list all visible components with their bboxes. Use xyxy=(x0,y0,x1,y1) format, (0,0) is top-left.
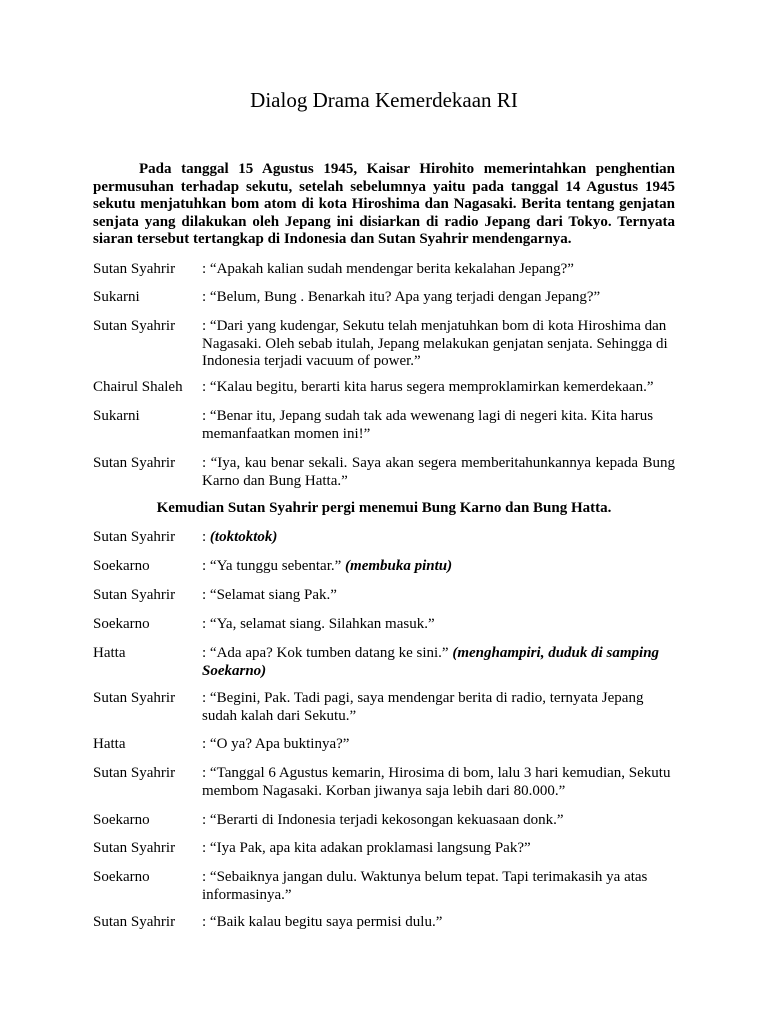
speech-text: : xyxy=(202,529,210,545)
stage-direction: (membuka pintu) xyxy=(345,558,453,574)
stage-direction: (toktoktok) xyxy=(209,529,278,545)
intro-text: Pada tanggal 15 Agustus 1945, Kaisar Hirohito memerintahkan penghentian permusuhan terhadap sekutu, setelah sebelumnya yaitu pada tanggal 14 Agustus 1945 sekutu menjatuhkan bom atom di kota Hiroshima dan Nagasaki. Berita tentang genjatan senjata yang dilakukan oleh Jepang ini disiarkan di radio Jepang dari Tokyo. Ternyata siaran tersebut tertangkap di Indonesia dan Sutan Syahrir mendengarnya. xyxy=(93,161,675,248)
speech-text: : “Begini, Pak. Tadi pagi, saya mendengar berita di radio, ternyata Jepang sudah kalah dari Sekutu.” xyxy=(202,690,644,724)
speech-text: : “O ya? Apa buktinya?” xyxy=(202,736,350,752)
speech-text: : “Iya, kau benar sekali. Saya akan segera memberitahunkannya kepada Bung Karno dan Bung Hatta.” xyxy=(202,455,675,489)
intro-paragraph xyxy=(93,161,675,249)
speech-text: : “Sebaiknya jangan dulu. Waktunya belum tepat. Tapi terimakasih ya atas informasinya.” xyxy=(202,869,648,903)
speaker-name: Sutan Syahrir xyxy=(93,261,176,277)
speaker-name: Sutan Syahrir xyxy=(93,529,176,545)
speaker-name: Sukarni xyxy=(93,289,140,305)
speech-text: : “Belum, Bung . Benarkah itu? Apa yang terjadi dengan Jepang?” xyxy=(202,289,601,305)
speaker-name: Sutan Syahrir xyxy=(93,318,176,334)
speech-text: : “Selamat siang Pak.” xyxy=(202,587,337,603)
speech-text: : “Ya, selamat siang. Silahkan masuk.” xyxy=(202,616,435,632)
speaker-name: Soekarno xyxy=(93,558,150,574)
speech-block xyxy=(202,558,675,576)
speaker-name: Soekarno xyxy=(93,616,150,632)
speaker-name: Chairul Shaleh xyxy=(93,379,183,395)
speaker-name: Sutan Syahrir xyxy=(93,455,176,471)
speaker-name: Sutan Syahrir xyxy=(93,587,176,603)
speaker-name: Soekarno xyxy=(93,869,150,885)
speech-text: : “Ada apa? Kok tumben datang ke sini.” xyxy=(202,645,453,661)
speaker-name: Sutan Syahrir xyxy=(93,840,176,856)
speech-text: : “Dari yang kudengar, Sekutu telah menjatuhkan bom di kota Hiroshima dan Nagasaki. Oleh sebab itulah, Jepang melakukan genjatan senjata. Sehingga di Indonesia terjadi vacuum of power.” xyxy=(202,318,668,369)
speaker-name: Sukarni xyxy=(93,408,140,424)
speaker-name: Sutan Syahrir xyxy=(93,690,176,706)
speaker-name: Sutan Syahrir xyxy=(93,765,176,781)
speaker-name: Hatta xyxy=(93,736,126,752)
speaker-name: Soekarno xyxy=(93,812,150,828)
speech-block xyxy=(202,529,675,547)
speech-block xyxy=(202,645,675,680)
speech-text: : “Kalau begitu, berarti kita harus segera memproklamirkan kemerdekaan.” xyxy=(202,379,654,395)
speech-text: : “Benar itu, Jepang sudah tak ada wewenang lagi di negeri kita. Kita harus memanfaatkan momen ini!” xyxy=(202,408,654,442)
speech-text: : “Tanggal 6 Agustus kemarin, Hirosima di bom, lalu 3 hari kemudian, Sekutu membom Nagasaki. Korban jiwanya saja lebih dari 80.000.” xyxy=(202,765,671,799)
speaker-name: Sutan Syahrir xyxy=(93,914,176,930)
speech-text: : “Apakah kalian sudah mendengar berita kekalahan Jepang?” xyxy=(202,261,574,277)
document-title: Dialog Drama Kemerdekaan RI xyxy=(250,88,518,112)
narration-line: Kemudian Sutan Syahrir pergi menemui Bung Karno dan Bung Hatta. xyxy=(156,500,612,516)
speech-text: : “Berarti di Indonesia terjadi kekosongan kekuasaan donk.” xyxy=(202,812,564,828)
stage-direction: (menghampiri, duduk di samping Soekarno) xyxy=(202,645,660,679)
speech-text: : “Ya tunggu sebentar.” xyxy=(202,558,346,574)
speech-text: : “Baik kalau begitu saya permisi dulu.” xyxy=(202,914,443,930)
speaker-name: Hatta xyxy=(93,645,126,661)
speech-text: : “Iya Pak, apa kita adakan proklamasi langsung Pak?” xyxy=(202,840,531,856)
